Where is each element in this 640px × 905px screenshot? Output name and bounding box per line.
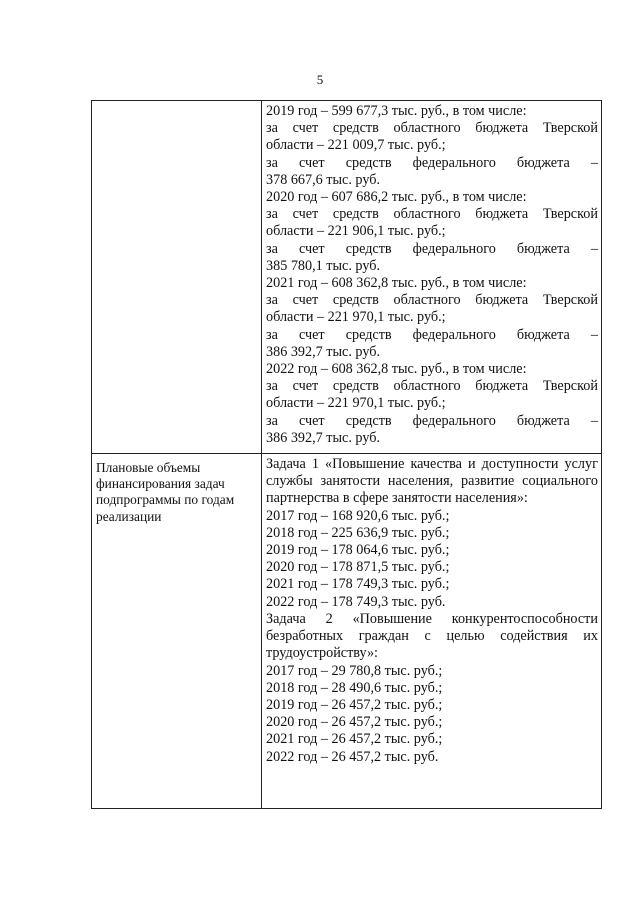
text-line: 2022 год – 608 362,8 тыс. руб., в том числе: — [266, 361, 527, 378]
text-line: 2018 год – 225 636,9 тыс. руб.; — [266, 524, 450, 541]
text-line: Плановые объемы — [96, 460, 201, 476]
text-line: 2020 год – 178 871,5 тыс. руб.; — [266, 559, 450, 576]
text-line: области – 221 970,1 тыс. руб.; — [266, 395, 446, 412]
text-line: 2021 год – 608 362,8 тыс. руб., в том числе: — [266, 275, 527, 292]
page-number: 5 — [316, 72, 324, 87]
text-line: за счет средств областного бюджета Тверской — [266, 292, 598, 309]
row2-right-cell — [262, 454, 602, 809]
text-line: области – 221 970,1 тыс. руб.; — [266, 309, 446, 326]
row2-right-text — [262, 454, 601, 772]
text-line: 378 667,6 тыс. руб. — [266, 171, 380, 188]
text-line: 386 392,7 тыс. руб. — [266, 429, 380, 446]
table-row — [92, 101, 602, 454]
text-line: безработных граждан с целью содействия их — [266, 628, 598, 645]
row1-right-text — [262, 101, 601, 453]
text-line: 2021 год – 178 749,3 тыс. руб.; — [266, 576, 450, 593]
financing-table — [91, 100, 602, 809]
text-line: области – 221 906,1 тыс. руб.; — [266, 223, 446, 240]
text-line: за счет средств федерального бюджета – — [266, 326, 598, 343]
row2-left-cell — [92, 454, 262, 809]
row2-left-text — [92, 454, 261, 529]
text-line: области – 221 009,7 тыс. руб.; — [266, 137, 446, 154]
text-line: подпрограммы по годам — [96, 492, 235, 508]
text-line: реализации — [96, 508, 162, 524]
text-line: 2019 год – 26 457,2 тыс. руб.; — [266, 696, 443, 713]
text-line: Задача 1 «Повышение качества и доступности услуг — [266, 456, 598, 473]
text-line: 385 780,1 тыс. руб. — [266, 257, 380, 274]
row1-left-cell — [92, 101, 262, 454]
text-line: 386 392,7 тыс. руб. — [266, 343, 380, 360]
text-line: за счет средств федерального бюджета – — [266, 412, 598, 429]
text-line: за счет средств областного бюджета Тверской — [266, 206, 598, 223]
text-line: трудоустройству»: — [266, 645, 378, 662]
text-line: 2017 год – 168 920,6 тыс. руб.; — [266, 507, 450, 524]
text-line: 2020 год – 607 686,2 тыс. руб., в том числе: — [266, 189, 527, 206]
text-line: службы занятости населения, развитие социального — [266, 473, 598, 490]
text-line: 2022 год – 178 749,3 тыс. руб. — [266, 593, 446, 610]
text-line: 2019 год – 599 677,3 тыс. руб., в том числе: — [266, 103, 527, 119]
text-line: 2021 год – 26 457,2 тыс. руб.; — [266, 731, 443, 748]
text-line: за счет средств областного бюджета Тверской — [266, 120, 598, 137]
text-line: 2018 год – 28 490,6 тыс. руб.; — [266, 679, 443, 696]
row1-left-text — [92, 101, 261, 111]
text-line: 2022 год – 26 457,2 тыс. руб. — [266, 748, 439, 765]
text-line: за счет средств федерального бюджета – — [266, 240, 598, 257]
text-line: за счет средств федерального бюджета – — [266, 154, 598, 171]
text-line: 2019 год – 178 064,6 тыс. руб.; — [266, 542, 450, 559]
text-line: 2020 год – 26 457,2 тыс. руб.; — [266, 714, 443, 731]
text-line: за счет средств областного бюджета Тверской — [266, 378, 598, 395]
text-line: партнерства в сфере занятости населения»: — [266, 490, 528, 507]
text-line: 2017 год – 29 780,8 тыс. руб.; — [266, 662, 443, 679]
text-line: Задача 2 «Повышение конкурентоспособности — [266, 610, 598, 627]
table-row — [92, 454, 602, 809]
text-line: финансирования задач — [96, 476, 225, 492]
row1-right-cell — [262, 101, 602, 454]
